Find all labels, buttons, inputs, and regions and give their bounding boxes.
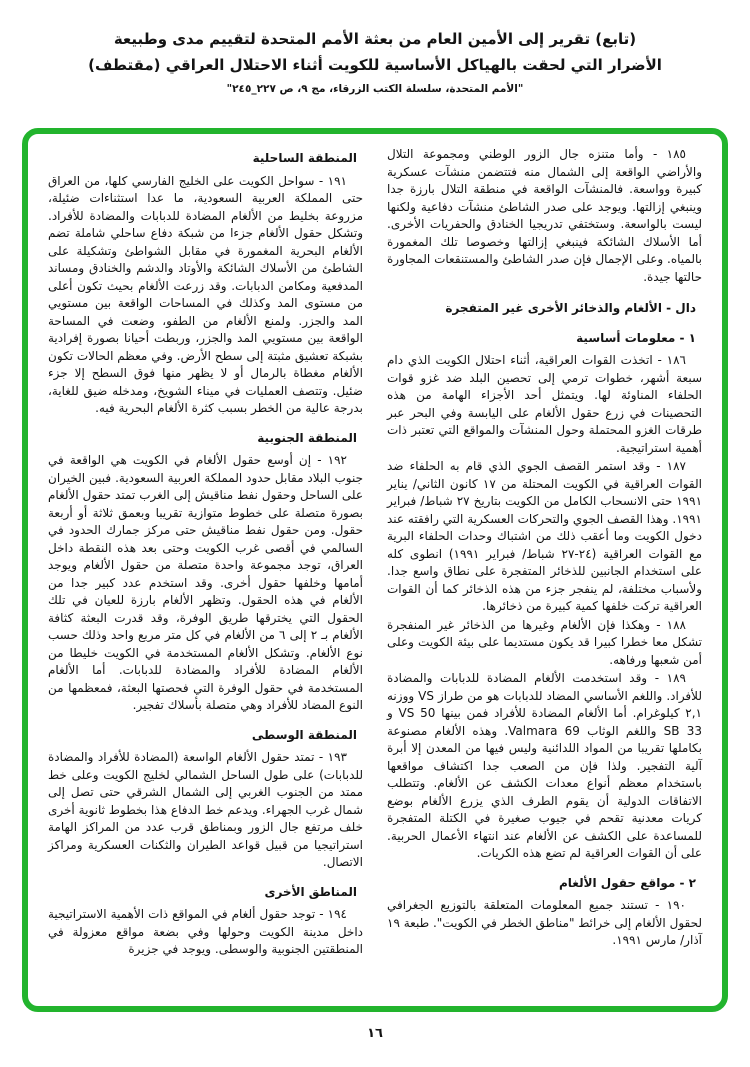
- column-right: [387, 146, 702, 996]
- section-heading-southern-region: المنطقة الجنوبية: [257, 430, 357, 445]
- two-column-layout: [48, 146, 702, 996]
- paragraph-194: ١٩٤ - توجد حقول ألغام في المواقع ذات الأهمية الاستراتيجية داخل مدينة الكويت وحولها وفي بضعة مواقع معزولة في المنطقتين الجنوبية والوسطى. ويوجد في جزيرة: [48, 907, 363, 956]
- report-source-citation: "الأمم المتحدة، سلسلة الكتب الزرقاء، مج ٩، ص ٢٢٧_٢٤٥": [226, 83, 524, 95]
- paragraph-185: ١٨٥ - وأما متنزه جال الزور الوطني ومجموعة التلال والأراضي الواقعة إلى الشمال منه فتتضمن منشآت عسكرية كبيرة وواسعة. فالمنشآت الواقعة في منطقة التلال بارزة جدا وينبغي إزالتها. ويوجد على صدر الشاطئ منشآت دفاعية ولكنها ليست بالواسعة. وستختفي تدريجيا الخنادق والحفريات الأخرى. أما الأسلاك الشائكة فينبغي إزالتها وخصوصا تلك المغمورة بالمياه. وعلى الإجمال فإن صدر الشاطئ والمستنقعات المجاورة حالتها جيدة.: [387, 147, 702, 284]
- section-heading-dal-mines-uxo: دال - الألغام والذخائر الأخرى غير المتفجرة: [445, 301, 696, 315]
- paragraph-193: ١٩٣ - تمتد حقول الألغام الواسعة (المضادة للأفراد والمضادة للدبابات) على طول الساحل الشمالي لخليج الكويت وعلى خط ممتد من الجنوب الغربي إلى الشمال الشرقي حتى تصل إلى شمال غرب الجهراء. ويدعم خط الدفاع هذا بخطوط ثانوية أخرى خلف مرتفع جال الزور وبمناطق قرب عدد من المراكز الهامة استراتيجيا من قبيل قواعد الطيران والثكنات العسكرية ومراكز الاتصال.: [48, 750, 363, 869]
- report-title-line2: الأضرار التي لحقت بالهياكل الأساسية للكويت أثناء الاحتلال العراقي (مقتطف): [88, 56, 662, 74]
- report-title-line1: (تابع) تقرير إلى الأمين العام من بعثة الأمم المتحدة لتقييم مدى وطبيعة: [113, 30, 637, 48]
- paragraph-186: ١٨٦ - اتخذت القوات العراقية، أثناء احتلال الكويت الذي دام سبعة أشهر، خطوات ترمي إلى تحصين البلد ضد غزو قوات الحلفاء المناوئة لها. ويتمثل أحد الأجزاء الهامة من هذه التحصينات في زرع حقول الألغام على اليابسة وفي البحر عبر طرقات الغزو المحتملة وحول المنشآت والمواقع التي تعتبر ذات أهمية استراتيجية.: [387, 353, 702, 455]
- page-number: ١٦: [367, 1026, 383, 1041]
- paragraph-189: ١٨٩ - وقد استخدمت الألغام المضادة للدبابات والمضادة للأفراد. واللغم الأساسي المضاد للدبابات هو من طراز VS ووزنه ٢,١ كيلوغرام. أما الألغام المضادة للأفراد فمن بينها VS 50 و SB 33 واللغم الوثاب Valmara 69. وهذه الألغام مصنوعة بكاملها تقريبا من المواد اللدائنية وليس فيها من المعدن إلا أبرة آلية التفجير. ولذا فإن من الصعب جدا اكتشاف مواقعها باستخدام معظم أنواع معدات الكشف عن الألغام. وتتطلب الاتفاقات الدولية أن يقوم الطرف الذي يزرع الألغام بوضع كريات معدنية تقحم في جيوب صغيرة في الكتلة المتفجرة للمساعدة على الكشف عن الألغام عند انتهاء الأعمال الحربية. على أن القوات العراقية لم تضع هذه الكريات.: [387, 671, 702, 860]
- subsection-heading-2-minefield-locations: ٢ - مواقع حقول الألغام: [559, 875, 696, 890]
- section-heading-coastal-region: المنطقة الساحلية: [252, 151, 357, 165]
- paragraph-188: ١٨٨ - وهكذا فإن الألغام وغيرها من الذخائر غير المنفجرة تشكل معا خطرا كبيرا قد يكون مستديما على بيئة الكويت وعلى أمن شعبها ورفاهه.: [387, 617, 702, 667]
- green-border-frame: [22, 128, 728, 1012]
- paragraph-190: ١٩٠ - تستند جميع المعلومات المتعلقة بالتوزيع الجغرافي لحقول الألغام إلى خرائط "مناطق الخطر في الكويت". طبعة ١٩ آذار/ مارس ١٩٩١.: [387, 898, 702, 947]
- paragraph-192: ١٩٢ - إن أوسع حقول الألغام في الكويت هي الواقعة في جنوب البلاد مقابل حدود المملكة العربية السعودية. فبين الخيران على الساحل وحقول نفط مناقيش إلى الغرب تمتد حقول الألغام بصورة متصلة على خطوط متوازية تقريبا وبعمق ثلاثة أو أربعة حقول. ومن حقول نفط مناقيش حتى مركز جمارك الحدود في السالمي في أقصى غرب الكويت وحتى بعد هذه النقطة داخل العراق، توجد مجموعة واحدة متصلة من حقول الألغام ويوجد أمامها وخلفها حقول أخرى. وقد استخدم عدد كبير جدا من الألغام في هذه الحقول. وتظهر الألغام بارزة للعيان في تلك الحقول التي يخترقها طريق الوفرة، وقد قدرت البعثة كثافة الألغام بـ ٢ إلى ٦ من الألغام في كل متر مربع واحد وذلك حسب نوع الألغام. وتشكل الألغام المستخدمة في الكويت خليطا من الألغام المضادة للأفراد والمضادة للدبابات. أما الألغام المستخدمة في حقول الوفرة التي فحصتها البعثة، فمعظمها من النوع المضاد للأفراد وهي متصلة بأسلاك تفجير.: [48, 453, 363, 712]
- section-heading-other-areas: المناطق الأخرى: [264, 884, 357, 899]
- paragraph-187: ١٨٧ - وقد استمر القصف الجوي الذي قام به الحلفاء ضد القوات العراقية في الكويت المحتلة من ١٧ كانون الثاني/ يناير ١٩٩١ حتى الانسحاب الكامل من الكويت بتاريخ ٢٧ شباط/ فبراير ١٩٩١. وهذا القصف الجوي والتحركات العسكرية التي رافقته عند دخول الكويت وما أعقب ذلك من اشتباك وحدات الحلفاء البرية مع القوات العراقية (٢٤-٢٧ شباط/ فبراير ١٩٩١) انطوى كله على استخدام الجانبين للذخائر المتفجرة على نطاق واسع جدا. ولأسباب مختلفة، لم ينفجر جزء من هذه الذخائر كما أن القوات العراقية تركت خلفها كمية كبيرة من ذخائرها.: [387, 459, 703, 613]
- page-header: [0, 0, 750, 95]
- paragraph-191: ١٩١ - سواحل الكويت على الخليج الفارسي كلها، من العراق حتى المملكة العربية السعودية، ما عدا استثناءات ضئيلة، مزروعة بخليط من الألغام المضادة للدبابات والمضادة للأفراد. وتشكل حقول الألغام جزءا من شبكة دفاع ساحلي شاملة تضم الألغام البحرية المغمورة في مقابل الشواطئ وتشكيلة على الشاطئ من الأسلاك الشائكة والأوتاد والدشم والخنادق ومساند المدفعية ومكامن الدبابات. وقد زرعت الألغام بحيث تكون أعلى من مستوى المد وكذلك في المساحات الواقعة بين مستويي المد والجزر. ولمنع الألغام من الطفو، وضعت في المساحة الواقعة بين مستويي المد والجزر، وربطت أحيانا بصورة إفرادية بشبكة تعشيق مثبتة إلى سطح الأرض. وفي معظم الحالات تكون الألغام مغطاة بالرمال أو لا يظهر منها فوق السطح إلا جزء ضئيل. وتتصف العمليات في ميناء الشويخ، ومدخله ضيق للغاية، بدرجة عالية من الخطر بسبب كثرة الألغام البحرية فيه.: [48, 173, 363, 415]
- subsection-heading-1-basic-info: ١ - معلومات أساسية: [576, 330, 696, 345]
- column-left: [48, 146, 363, 996]
- section-heading-central-region: المنطقة الوسطى: [251, 727, 357, 742]
